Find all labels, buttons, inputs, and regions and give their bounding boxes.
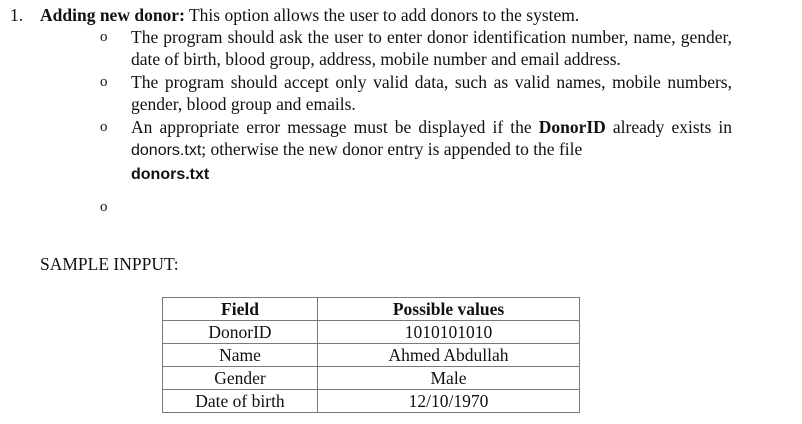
field-cell: Date of birth [163, 390, 318, 413]
list-item [100, 196, 732, 218]
list-item [100, 26, 732, 70]
value-cell: 12/10/1970 [317, 390, 579, 413]
requirements-list [100, 26, 732, 219]
table-row [163, 321, 580, 344]
text-fragment: An appropriate error message must be displayed if the [131, 117, 539, 137]
bullet-marker: o [100, 74, 108, 90]
section-number: 1. [10, 5, 24, 25]
table-row [163, 367, 580, 390]
table-row [163, 344, 580, 367]
list-item-text [131, 117, 732, 183]
value-cell: Ahmed Abdullah [317, 344, 579, 367]
text-fragment: ; otherwise the new donor entry is appended to the file [201, 139, 583, 159]
text-fragment: already exists in [605, 117, 733, 137]
list-item-text: The program should accept only valid data, such as valid names, mobile numbers, gender, blood group and emails. [131, 72, 732, 114]
field-cell: Name [163, 344, 318, 367]
field-cell: DonorID [163, 321, 318, 344]
section-title: Adding new donor: [40, 5, 185, 25]
list-item-text: The program should ask the user to enter donor identification number, name, gender, date of birth, blood group, address, mobile number and email address. [131, 27, 732, 69]
value-cell: Male [317, 367, 579, 390]
list-item [100, 71, 732, 115]
list-item [100, 116, 732, 186]
field-cell: Gender [163, 367, 318, 390]
donor-id-term: DonorID [538, 117, 606, 137]
bullet-marker: o [100, 29, 108, 45]
filename-inline: donors.txt [131, 142, 202, 159]
table-header-row [163, 298, 580, 321]
sample-input-table [162, 297, 580, 413]
table-row [163, 390, 580, 413]
sample-input-label: SAMPLE INPPUT: [40, 254, 179, 274]
filename-bold: donors.txt [131, 166, 210, 183]
section-heading [10, 4, 790, 26]
section-description: This option allows the user to add donors to the system. [184, 5, 580, 25]
value-cell: 1010101010 [317, 321, 579, 344]
column-header-possible-values: Possible values [317, 298, 579, 321]
bullet-marker: o [100, 199, 108, 215]
bullet-marker: o [100, 119, 108, 135]
column-header-field: Field [163, 298, 318, 321]
